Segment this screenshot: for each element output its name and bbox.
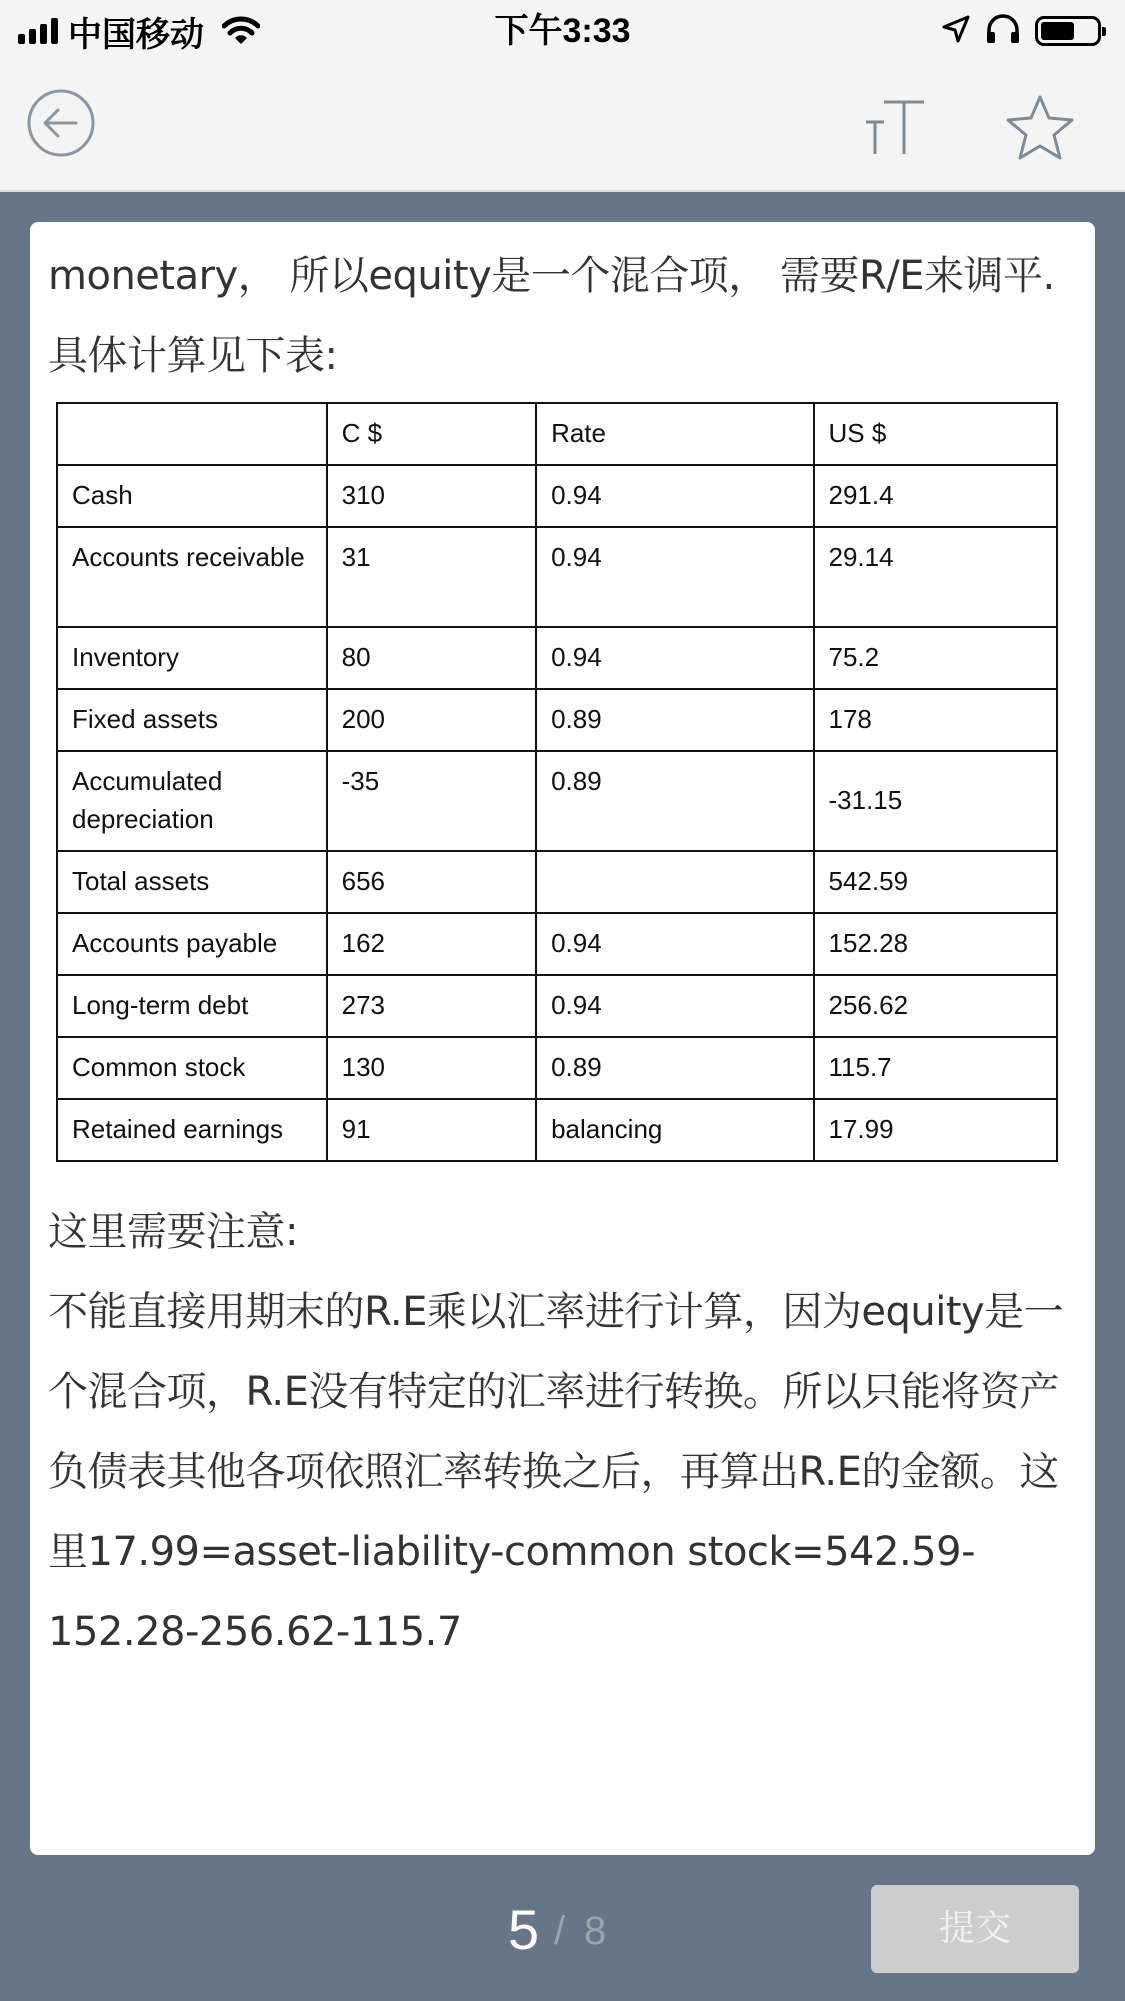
font-size-icon <box>862 96 926 160</box>
table-row <box>57 627 1057 689</box>
table-cell: Long-term debt <box>57 975 327 1037</box>
table-row <box>57 689 1057 751</box>
table-cell: 310 <box>327 465 536 527</box>
table-header-cell: C $ <box>327 403 536 465</box>
status-right <box>941 10 1111 52</box>
table-cell: 291.4 <box>814 465 1058 527</box>
table-row <box>57 751 1057 851</box>
table-header-cell: Rate <box>536 403 813 465</box>
font-size-button[interactable] <box>862 96 926 160</box>
table-cell: Accumulated depreciation <box>57 751 327 851</box>
table-cell: 178 <box>814 689 1058 751</box>
table-cell: 0.89 <box>536 1037 813 1099</box>
table-cell: 542.59 <box>814 851 1058 913</box>
headphones-icon <box>985 14 1021 49</box>
location-icon <box>941 14 971 49</box>
table-header-cell <box>57 403 327 465</box>
favorite-button[interactable] <box>1004 92 1076 164</box>
table-cell: 91 <box>327 1099 536 1161</box>
table-cell: 17.99 <box>814 1099 1058 1161</box>
table-cell: 0.94 <box>536 913 813 975</box>
table-cell: 0.89 <box>536 751 813 851</box>
table-cell: -31.15 <box>814 751 1058 851</box>
table-cell: Accounts receivable <box>57 527 327 627</box>
table-row <box>57 975 1057 1037</box>
table-cell: Accounts payable <box>57 913 327 975</box>
table-cell: 29.14 <box>814 527 1058 627</box>
table-cell <box>536 851 813 913</box>
table-cell: Inventory <box>57 627 327 689</box>
status-time: 下午3:33 <box>494 12 631 50</box>
table-cell: 656 <box>327 851 536 913</box>
answer-card <box>30 222 1095 1855</box>
status-bar <box>0 0 1125 62</box>
current-page: 5 <box>508 1898 540 1961</box>
table-row <box>57 465 1057 527</box>
battery-icon <box>1035 16 1101 46</box>
carrier-name: 中国移动 <box>68 15 204 54</box>
table-cell: 0.94 <box>536 465 813 527</box>
table-cell: 130 <box>327 1037 536 1099</box>
star-icon <box>1004 92 1076 164</box>
table-row <box>57 913 1057 975</box>
table-cell: 115.7 <box>814 1037 1058 1099</box>
table-cell: 31 <box>327 527 536 627</box>
total-pages: 8 <box>584 1909 607 1953</box>
table-cell: 273 <box>327 975 536 1037</box>
table-cell: 162 <box>327 913 536 975</box>
back-button[interactable] <box>26 88 96 158</box>
table-cell: 0.94 <box>536 975 813 1037</box>
paragraph-note-body: 不能直接用期末的R.E乘以汇率进行计算，因为equity是一个混合项，R.E没有特定的汇率进行转换。所以只能将资产负债表其他各项依照汇率转换之后，再算出R.E的金额。这里17.99=asset-liability-common stock=542.59-152.28-256.62-115.7 <box>48 1289 1064 1655</box>
page-separator: / <box>554 1909 566 1953</box>
table-row <box>57 1099 1057 1161</box>
table-cell: 0.89 <box>536 689 813 751</box>
table-cell: 200 <box>327 689 536 751</box>
paragraph-intro: monetary， 所以equity是一个混合项， 需要R/E来调平. <box>48 253 1055 299</box>
submit-button[interactable]: 提交 <box>871 1885 1079 1973</box>
table-cell: 152.28 <box>814 913 1058 975</box>
table-row <box>57 1037 1057 1099</box>
paragraph-table-intro: 具体计算见下表: <box>48 333 338 379</box>
table-cell: Total assets <box>57 851 327 913</box>
table-row <box>57 851 1057 913</box>
table-cell: 256.62 <box>814 975 1058 1037</box>
table-cell: Cash <box>57 465 327 527</box>
table-cell: Fixed assets <box>57 689 327 751</box>
back-arrow-icon <box>26 88 96 158</box>
table-row <box>57 527 1057 627</box>
paragraph-note-title: 这里需要注意: <box>48 1209 298 1255</box>
table-cell: Retained earnings <box>57 1099 327 1161</box>
nav-bar <box>0 62 1125 192</box>
table-cell: 75.2 <box>814 627 1058 689</box>
pager-bar <box>0 1885 1125 1985</box>
table-cell: balancing <box>536 1099 813 1161</box>
table-header-cell: US $ <box>814 403 1058 465</box>
table-cell: Common stock <box>57 1037 327 1099</box>
table-header-row <box>57 403 1057 465</box>
table-cell: 80 <box>327 627 536 689</box>
translation-table <box>56 402 1058 1162</box>
table-cell: 0.94 <box>536 627 813 689</box>
table-cell: -35 <box>327 751 536 851</box>
table-cell: 0.94 <box>536 527 813 627</box>
